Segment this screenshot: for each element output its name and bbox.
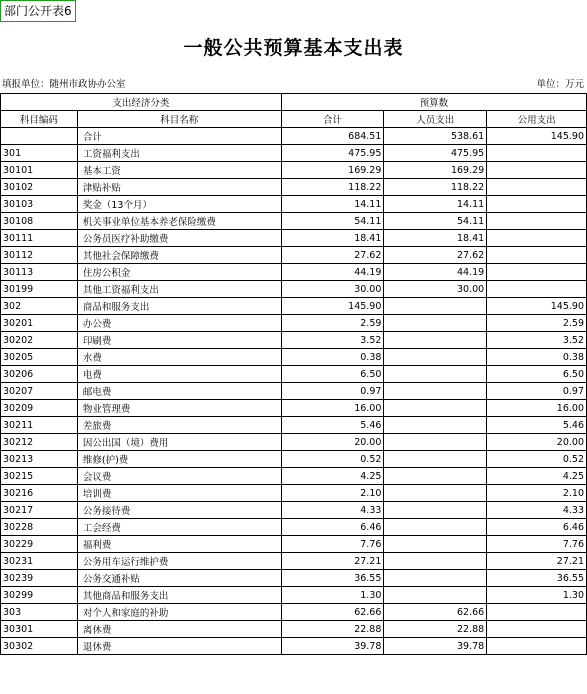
sheet-tab-label[interactable]: 部门公开表6	[0, 0, 76, 22]
cell-public	[487, 230, 587, 247]
cell-public: 20.00	[487, 434, 587, 451]
cell-total: 4.33	[281, 502, 384, 519]
cell-code: 30111	[1, 230, 78, 247]
table-row	[1, 621, 587, 638]
cell-name: 住房公积金	[77, 264, 281, 281]
cell-personnel	[384, 332, 487, 349]
cell-name: 会议费	[77, 468, 281, 485]
cell-code: 30209	[1, 400, 78, 417]
table-row	[1, 281, 587, 298]
cell-public	[487, 213, 587, 230]
cell-personnel: 475.95	[384, 145, 487, 162]
table-row	[1, 247, 587, 264]
cell-name: 离休费	[77, 621, 281, 638]
currency-unit: 单位：万元	[536, 79, 584, 90]
cell-code: 30199	[1, 281, 78, 298]
cell-total: 4.25	[281, 468, 384, 485]
cell-total: 475.95	[281, 145, 384, 162]
cell-code: 30216	[1, 485, 78, 502]
cell-total: 3.52	[281, 332, 384, 349]
cell-code: 30299	[1, 587, 78, 604]
cell-code: 301	[1, 145, 78, 162]
cell-code: 30215	[1, 468, 78, 485]
cell-public: 4.33	[487, 502, 587, 519]
table-row	[1, 128, 587, 145]
cell-personnel: 54.11	[384, 213, 487, 230]
cell-personnel	[384, 536, 487, 553]
table-row	[1, 587, 587, 604]
table-row	[1, 570, 587, 587]
cell-public: 1.30	[487, 587, 587, 604]
cell-personnel	[384, 383, 487, 400]
cell-name: 因公出国（境）费用	[77, 434, 281, 451]
cell-code: 30202	[1, 332, 78, 349]
cell-public	[487, 145, 587, 162]
cell-personnel: 14.11	[384, 196, 487, 213]
cell-code: 30112	[1, 247, 78, 264]
cell-public: 5.46	[487, 417, 587, 434]
cell-name: 其他工资福利支出	[77, 281, 281, 298]
cell-total: 39.78	[281, 638, 384, 655]
cell-public	[487, 247, 587, 264]
cell-total: 62.66	[281, 604, 384, 621]
page-title: 一般公共预算基本支出表	[183, 37, 404, 59]
cell-total: 0.38	[281, 349, 384, 366]
table-row	[1, 553, 587, 570]
cell-total: 0.52	[281, 451, 384, 468]
cell-public: 7.76	[487, 536, 587, 553]
cell-total: 5.46	[281, 417, 384, 434]
cell-name: 公务用车运行维护费	[77, 553, 281, 570]
cell-total: 1.30	[281, 587, 384, 604]
cell-personnel: 169.29	[384, 162, 487, 179]
cell-name: 其他商品和服务支出	[77, 587, 281, 604]
cell-code: 30206	[1, 366, 78, 383]
header-budget-amount: 预算数	[281, 94, 586, 111]
cell-name: 物业管理费	[77, 400, 281, 417]
cell-personnel: 30.00	[384, 281, 487, 298]
header-personnel: 人员支出	[384, 111, 487, 128]
cell-total: 0.97	[281, 383, 384, 400]
cell-personnel	[384, 315, 487, 332]
cell-public	[487, 638, 587, 655]
cell-name: 维修(护)费	[77, 451, 281, 468]
cell-personnel	[384, 298, 487, 315]
header-code: 科目编码	[1, 111, 78, 128]
cell-personnel	[384, 400, 487, 417]
cell-code: 30205	[1, 349, 78, 366]
cell-public: 145.90	[487, 298, 587, 315]
cell-public: 6.50	[487, 366, 587, 383]
cell-personnel	[384, 451, 487, 468]
cell-name: 奖金（13个月）	[77, 196, 281, 213]
cell-name: 工资福利支出	[77, 145, 281, 162]
table-row	[1, 604, 587, 621]
header-name: 科目名称	[77, 111, 281, 128]
cell-total: 14.11	[281, 196, 384, 213]
cell-public	[487, 281, 587, 298]
table-row	[1, 264, 587, 281]
cell-public: 4.25	[487, 468, 587, 485]
cell-name: 公务员医疗补助缴费	[77, 230, 281, 247]
cell-total: 27.21	[281, 553, 384, 570]
cell-name: 电费	[77, 366, 281, 383]
cell-public	[487, 604, 587, 621]
cell-total: 118.22	[281, 179, 384, 196]
cell-code: 30103	[1, 196, 78, 213]
table-row	[1, 179, 587, 196]
table-row	[1, 485, 587, 502]
cell-code	[1, 128, 78, 145]
table-row	[1, 400, 587, 417]
cell-personnel	[384, 468, 487, 485]
cell-public	[487, 196, 587, 213]
cell-public: 2.10	[487, 485, 587, 502]
cell-public: 145.90	[487, 128, 587, 145]
table-row	[1, 298, 587, 315]
header-public: 公用支出	[487, 111, 587, 128]
cell-name: 办公费	[77, 315, 281, 332]
cell-personnel: 39.78	[384, 638, 487, 655]
cell-code: 303	[1, 604, 78, 621]
cell-total: 44.19	[281, 264, 384, 281]
cell-code: 30102	[1, 179, 78, 196]
cell-personnel	[384, 502, 487, 519]
cell-public: 36.55	[487, 570, 587, 587]
table-header-group-row	[1, 94, 587, 111]
cell-personnel	[384, 553, 487, 570]
cell-personnel	[384, 349, 487, 366]
cell-name: 差旅费	[77, 417, 281, 434]
cell-personnel: 62.66	[384, 604, 487, 621]
cell-personnel: 27.62	[384, 247, 487, 264]
cell-code: 30101	[1, 162, 78, 179]
cell-public: 0.97	[487, 383, 587, 400]
table-row	[1, 332, 587, 349]
cell-personnel	[384, 587, 487, 604]
cell-name: 对个人和家庭的补助	[77, 604, 281, 621]
cell-total: 27.62	[281, 247, 384, 264]
cell-name: 公务接待费	[77, 502, 281, 519]
cell-public	[487, 162, 587, 179]
cell-total: 6.46	[281, 519, 384, 536]
cell-personnel	[384, 485, 487, 502]
table-row	[1, 196, 587, 213]
cell-code: 30113	[1, 264, 78, 281]
cell-code: 30201	[1, 315, 78, 332]
cell-total: 684.51	[281, 128, 384, 145]
cell-code: 30207	[1, 383, 78, 400]
cell-name: 印刷费	[77, 332, 281, 349]
cell-code: 302	[1, 298, 78, 315]
cell-total: 2.10	[281, 485, 384, 502]
table-row	[1, 162, 587, 179]
cell-total: 2.59	[281, 315, 384, 332]
table-row	[1, 145, 587, 162]
table-row	[1, 468, 587, 485]
cell-code: 30229	[1, 536, 78, 553]
header-economic-class: 支出经济分类	[1, 94, 282, 111]
cell-code: 30228	[1, 519, 78, 536]
cell-public: 6.46	[487, 519, 587, 536]
header-total: 合计	[281, 111, 384, 128]
cell-total: 169.29	[281, 162, 384, 179]
table-row	[1, 638, 587, 655]
cell-code: 30231	[1, 553, 78, 570]
table-row	[1, 536, 587, 553]
table-row	[1, 383, 587, 400]
table-row	[1, 502, 587, 519]
cell-personnel: 22.88	[384, 621, 487, 638]
table-row	[1, 315, 587, 332]
cell-personnel: 44.19	[384, 264, 487, 281]
cell-public: 0.52	[487, 451, 587, 468]
table-row	[1, 417, 587, 434]
cell-name: 合计	[77, 128, 281, 145]
cell-name: 退休费	[77, 638, 281, 655]
cell-personnel: 538.61	[384, 128, 487, 145]
table-row	[1, 349, 587, 366]
cell-public: 3.52	[487, 332, 587, 349]
table-row	[1, 230, 587, 247]
table-row	[1, 451, 587, 468]
reporting-unit: 填报单位：随州市政协办公室	[2, 79, 126, 90]
budget-table	[0, 93, 587, 655]
cell-total: 20.00	[281, 434, 384, 451]
cell-public: 16.00	[487, 400, 587, 417]
cell-code: 30212	[1, 434, 78, 451]
cell-code: 30239	[1, 570, 78, 587]
cell-public: 0.38	[487, 349, 587, 366]
cell-name: 福利费	[77, 536, 281, 553]
cell-total: 30.00	[281, 281, 384, 298]
table-row	[1, 434, 587, 451]
cell-code: 30302	[1, 638, 78, 655]
cell-personnel	[384, 434, 487, 451]
cell-total: 22.88	[281, 621, 384, 638]
cell-public	[487, 179, 587, 196]
cell-total: 7.76	[281, 536, 384, 553]
cell-total: 16.00	[281, 400, 384, 417]
cell-total: 145.90	[281, 298, 384, 315]
cell-total: 36.55	[281, 570, 384, 587]
cell-name: 水费	[77, 349, 281, 366]
cell-public: 27.21	[487, 553, 587, 570]
table-row	[1, 213, 587, 230]
cell-code: 30213	[1, 451, 78, 468]
cell-name: 公务交通补贴	[77, 570, 281, 587]
cell-name: 邮电费	[77, 383, 281, 400]
cell-name: 工会经费	[77, 519, 281, 536]
table-row	[1, 519, 587, 536]
cell-public: 2.59	[487, 315, 587, 332]
cell-name: 商品和服务支出	[77, 298, 281, 315]
cell-total: 54.11	[281, 213, 384, 230]
cell-personnel: 18.41	[384, 230, 487, 247]
cell-name: 基本工资	[77, 162, 281, 179]
cell-personnel	[384, 570, 487, 587]
cell-total: 18.41	[281, 230, 384, 247]
cell-code: 30217	[1, 502, 78, 519]
cell-name: 津贴补贴	[77, 179, 281, 196]
cell-public	[487, 264, 587, 281]
cell-personnel: 118.22	[384, 179, 487, 196]
cell-public	[487, 621, 587, 638]
cell-personnel	[384, 366, 487, 383]
table-header-row	[1, 111, 587, 128]
table-row	[1, 366, 587, 383]
cell-personnel	[384, 417, 487, 434]
cell-personnel	[384, 519, 487, 536]
cell-code: 30108	[1, 213, 78, 230]
cell-name: 机关事业单位基本养老保险缴费	[77, 213, 281, 230]
cell-code: 30211	[1, 417, 78, 434]
cell-total: 6.50	[281, 366, 384, 383]
cell-name: 其他社会保障缴费	[77, 247, 281, 264]
cell-name: 培训费	[77, 485, 281, 502]
cell-code: 30301	[1, 621, 78, 638]
